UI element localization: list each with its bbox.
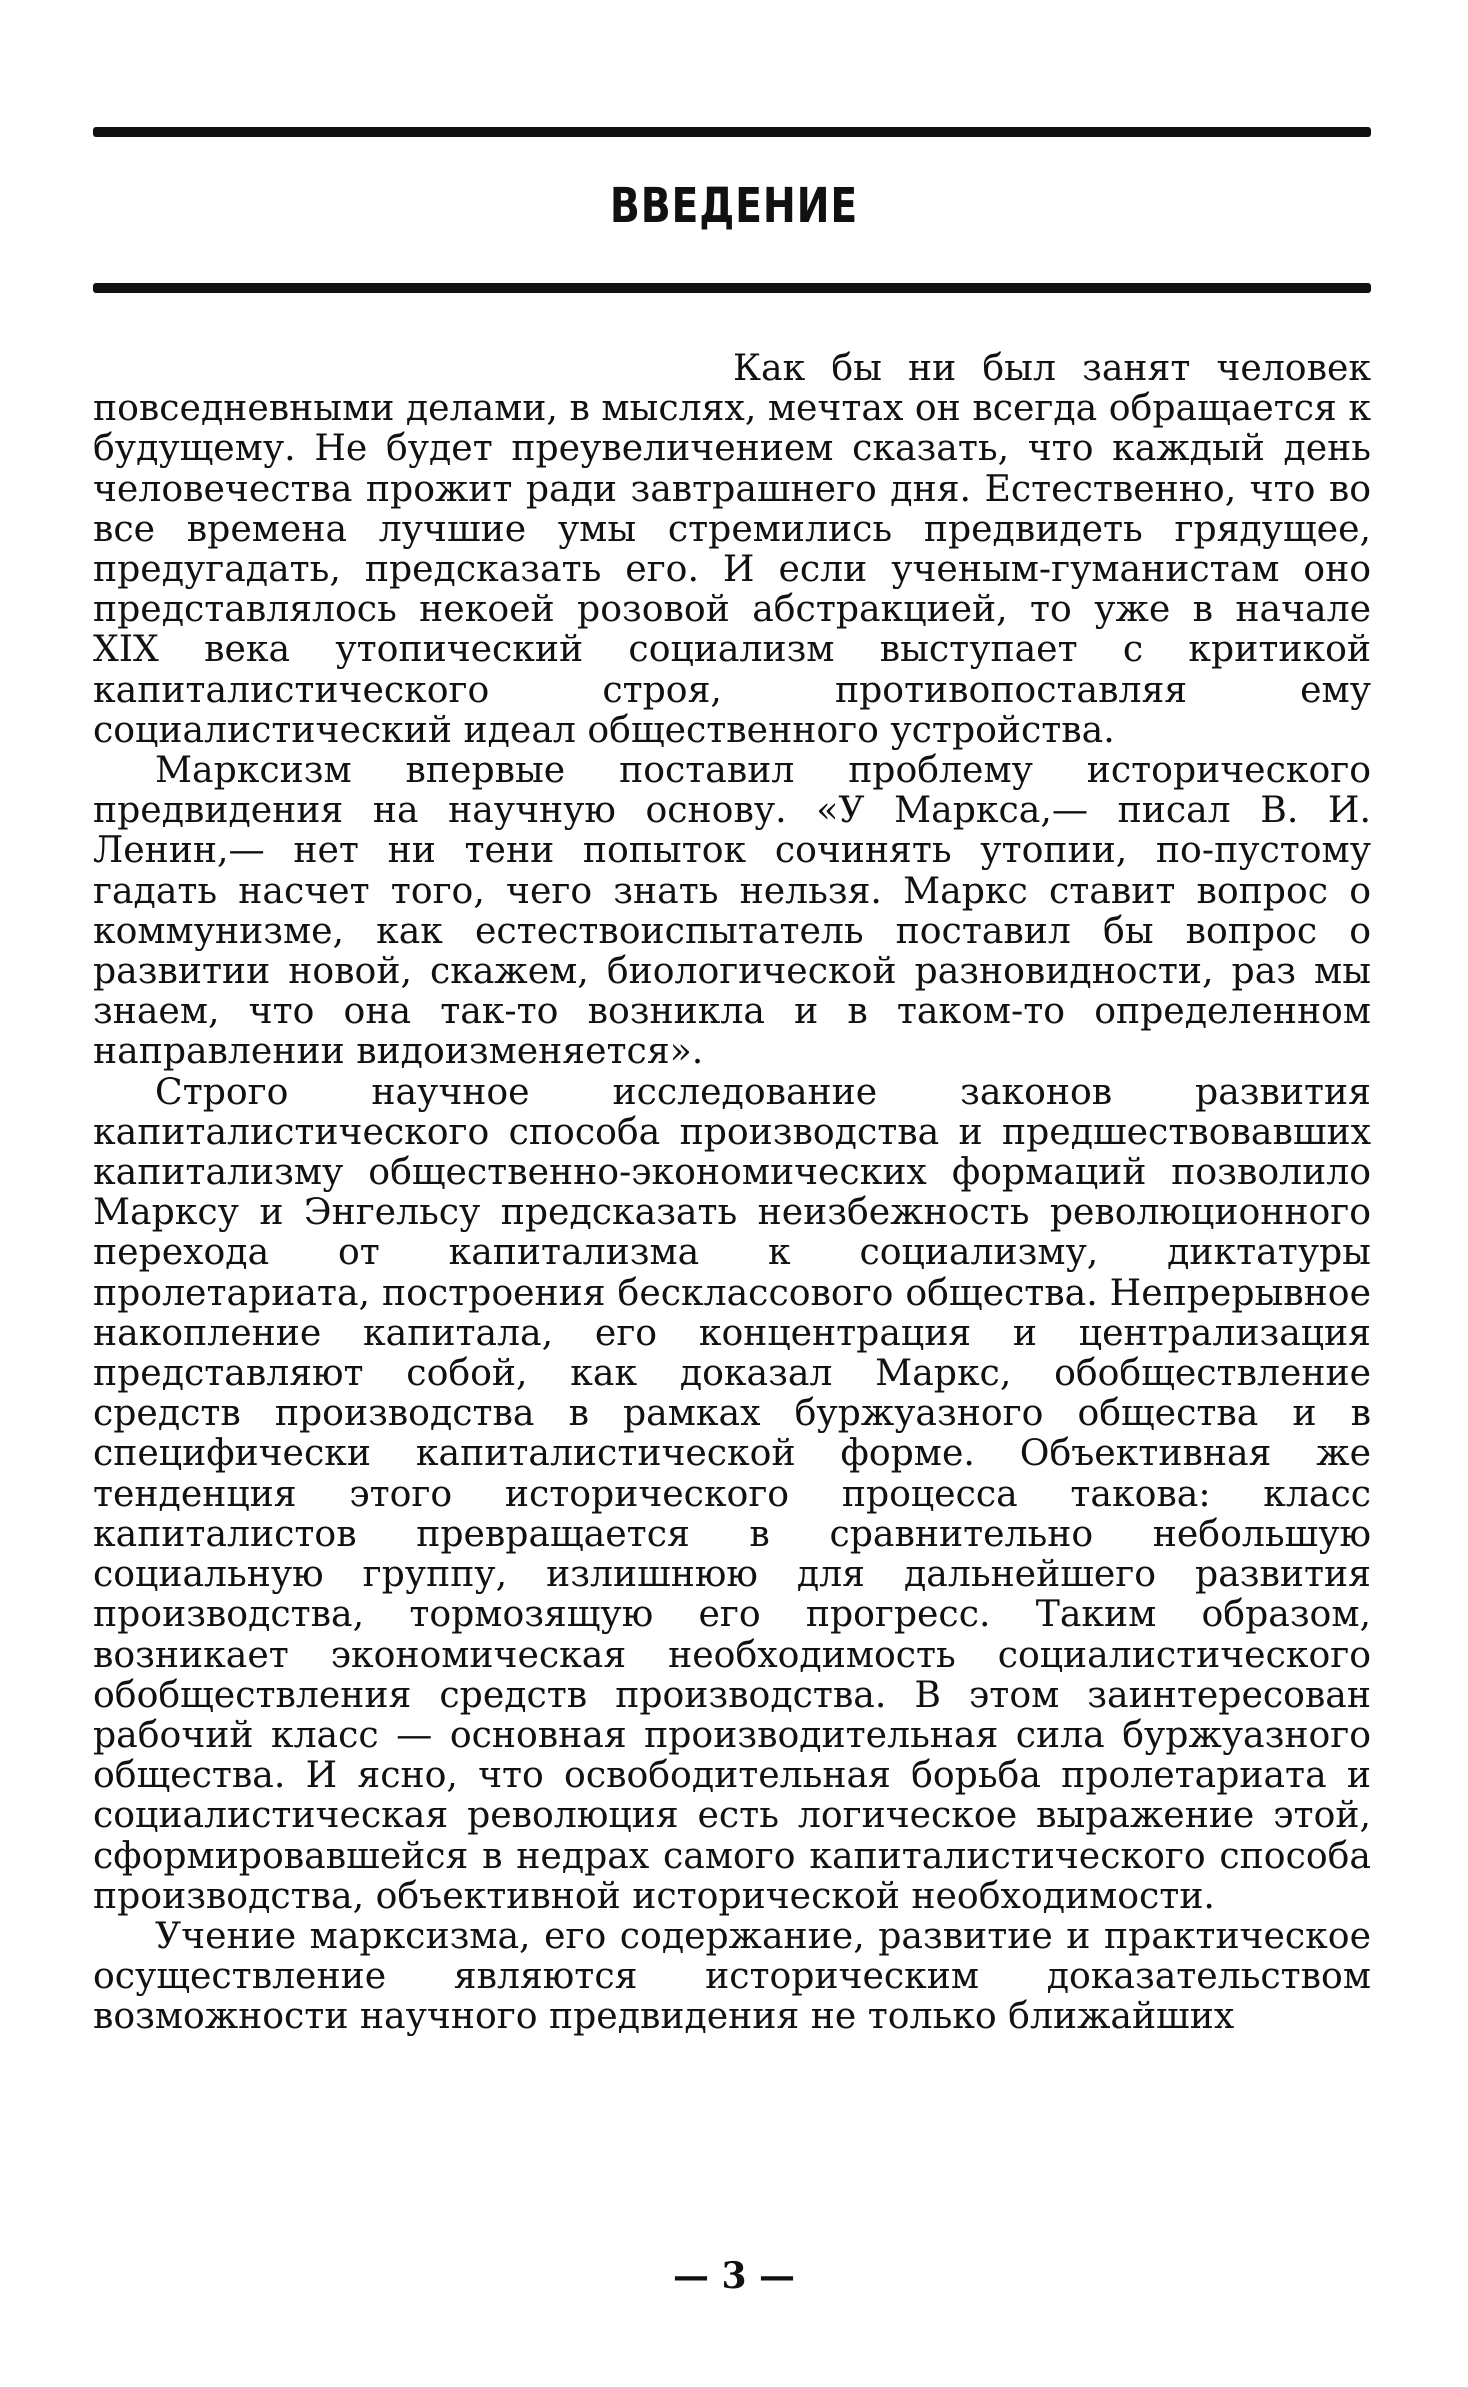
paragraph-4: Учение марксизма, его содержание, развитие и практическое осуществление являются историческим доказательством возможности научного предвидения не только ближайших: [93, 1913, 1371, 2038]
paragraph-3: Строго научное исследование законов развития капиталистического способа производства и предшествовавших капитализму общественно-экономических формаций позволило Марксу и Энгельсу предсказать неизбежность революционного перехода от капитализма к социализму, диктатуры пролетариата, построения бесклассового общества. Непрерывное накопление капитала, его концентрация и централизация представляют собой, как доказал Маркс, обобществление средств производства в рамках буржуазного общества и в специфически капиталистической форме. Объективная же тенденция этого исторического процесса такова: класс капиталистов превращается в сравнительно небольшую социальную группу, излишнюю для дальнейшего развития производства, тормозящую его прогресс. Таким образом, возникает экономическая необходимость социалистического обобществления средств производства. В этом заинтересован рабочий класс — основная производительная сила буржуазного общества. И ясно, что освободительная борьба пролетариата и социалистическая революция есть логическое выражение этой, сформировавшейся в недрах самого капиталистического способа производства, объективной исторической необходимости.: [93, 1069, 1371, 1917]
body-text: [93, 348, 1371, 2037]
page-number: — 3 —: [672, 2255, 796, 2297]
bottom-rule: [93, 283, 1371, 293]
paragraph-1: Как бы ни был занят человек повседневными делами, в мыслях, мечтах он всегда обращается к будущему. Не будет преувеличением сказать, что каждый день человечества прожит ради завтрашнего дня. Естественно, что во все времена лучшие умы стремились предвидеть грядущее, предугадать, предсказать его. И если ученым-гуманистам оно представлялось некоей розовой абстракцией, то уже в начале XIX века утопический социализм выступает с критикой капиталистического строя, противопоставляя ему социалистический идеал общественного устройства.: [93, 346, 1371, 751]
top-rule: [93, 127, 1371, 137]
chapter-title: ВВЕДЕНИЕ: [609, 178, 859, 234]
paragraph-2: Марксизм впервые поставил проблему исторического предвидения на научную основу. «У Маркса,— писал В. И. Ленин,— нет ни тени попыток сочинять утопии, по-пустому гадать насчет того, чего знать нельзя. Маркс ставит вопрос о коммунизме, как естествоиспытатель поставил бы вопрос о развитии новой, скажем, биологической разновидности, раз мы знаем, что она так-то возникла и в таком-то определенном направлении видоизменяется».: [93, 748, 1371, 1073]
